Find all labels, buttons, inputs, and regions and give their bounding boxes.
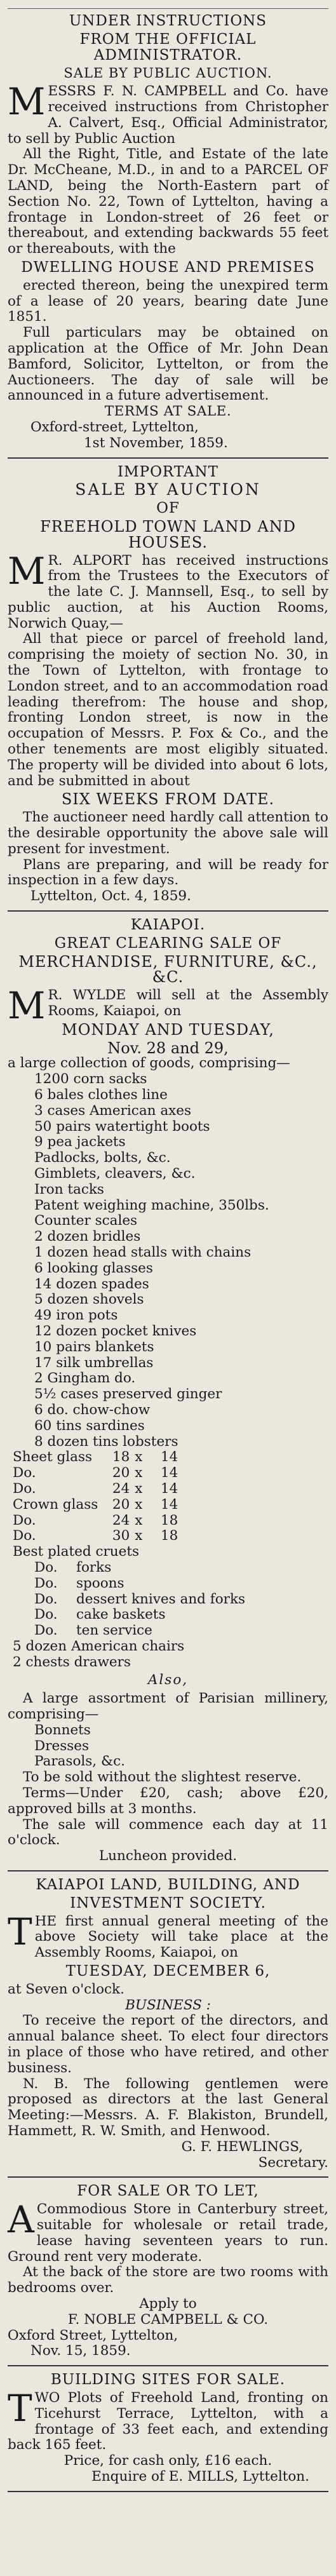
glass-label: Sheet glass [13, 1449, 93, 1466]
glass-label: Do. [13, 1528, 36, 1544]
glass-a: 20 [112, 1465, 130, 1481]
ditto-mark: Do. [34, 1559, 58, 1575]
millinery-item: Parasols, &c. [34, 1753, 125, 1770]
advert-paragraph: Full particulars may be obtained on application at the Office of Mr. John Dean Bamford, Solicitor, Lyttelton, or from the Auctioneers. The day of sale will be announced in a future advertisement. [8, 325, 328, 404]
advert-paragraph: To be sold without the slightest reserve. [23, 1769, 302, 1786]
goods-item: 3 cases American axes [34, 1102, 192, 1119]
divider [8, 2491, 328, 2492]
plated-item [34, 1560, 328, 1576]
advert-paragraph: THE first annual general meeting of the above Society will take place at the Assembly Rooms, Kaiapoi, on [8, 1910, 328, 1961]
plated-item [34, 1607, 328, 1623]
advert-price: Price, for cash only, £16 each. [64, 2453, 272, 2469]
divider [8, 457, 328, 459]
plated-item-label: forks [76, 1559, 112, 1575]
goods-item: 6 looking glasses [34, 1260, 153, 1276]
glass-b: 14 [160, 1465, 178, 1481]
advert-official-administrator [8, 13, 328, 452]
advert-heading: UNDER INSTRUCTIONS [69, 13, 267, 29]
advert-signature-title: Secretary. [258, 2154, 328, 2171]
plated-item-label: dessert knives and forks [76, 1591, 246, 1607]
advert-signature: G. F. HEWLINGS, [181, 2138, 303, 2155]
glass-a: 20 [112, 1496, 130, 1513]
goods-item: 49 iron pots [34, 1307, 118, 1324]
advert-kaiapoi-clearing-sale [8, 917, 328, 1865]
advert-kaiapoi-society [8, 1877, 328, 2171]
glass-label: Do. [13, 1465, 36, 1481]
millinery-item: Dresses [34, 1737, 90, 1754]
plated-list [8, 1560, 328, 1639]
glass-x: x [135, 1465, 143, 1481]
advert-paragraph: All the Right, Title, and Estate of the late Dr. McCheane, M.D., in and to a PARCEL OF LAND, being the North-Eastern part of Section No. 22, Town of Lyttelton, having a frontage in London-street of 26 feet or thereabout, and extending backwards 55 feet or thereabouts, with the [8, 146, 328, 257]
advert-subheading: SALE BY PUBLIC AUCTION. [64, 65, 272, 81]
drop-cap: T [8, 2386, 32, 2430]
advert-dates: Nov. 28 and 29, [107, 1039, 229, 1057]
advert-freehold-town-land [8, 464, 328, 905]
goods-item: Counter scales [34, 1213, 138, 1229]
glass-b: 18 [160, 1528, 178, 1544]
advert-enquire: Enquire of E. MILLS, Lyttelton. [91, 2468, 309, 2485]
goods-item: 10 pairs blankets [34, 1339, 154, 1355]
goods-item: 60 tins sardines [34, 1417, 145, 1434]
advert-paragraph: A Commodious Store in Canterbury street, suitable for wholesale or retail trade, lease having seventeen years to run. Ground rent very moderate. [8, 2198, 328, 2265]
plated-item-label: cake baskets [76, 1607, 166, 1623]
newspaper-column [8, 0, 328, 2492]
goods-item: 1200 corn sacks [34, 1071, 147, 1088]
glass-table [13, 1450, 183, 1544]
advert-feature-line: SIX WEEKS FROM DATE. [61, 790, 275, 809]
goods-item: 2 Gingham do. [34, 1370, 136, 1387]
advert-paragraph: MESSRS F. N. CAMPBELL and Co. have received instructions from Christopher A. Calvert, Esq., Official Administrator, to sell by Public Auction [8, 80, 328, 147]
divider [8, 910, 328, 912]
goods-item: 6 bales clothes line [34, 1087, 168, 1103]
ditto-mark: Do. [34, 1575, 58, 1591]
goods-item: 6 do. chow-chow [34, 1401, 151, 1418]
advert-paragraph: TWO Plots of Freehold Land, fronting on Ticehurst Terrace, Lyttelton, with a frontage of 33 feet each, and extending back 165 feet. [8, 2386, 328, 2453]
glass-a: 24 [112, 1480, 130, 1497]
goods-item: 8 dozen tins lobsters [34, 1433, 178, 1450]
glass-x: x [135, 1496, 143, 1513]
glass-row [13, 1513, 183, 1529]
glass-label: Do. [13, 1512, 36, 1528]
advert-paragraph: The auctioneer need hardly call attention to the desirable opportunity the above sale will present for investment. [8, 809, 328, 857]
advert-time: at Seven o'clock. [8, 1981, 124, 1997]
advert-heading: FOR SALE OR TO LET, [77, 2183, 259, 2200]
goods-item: 5 dozen shovels [34, 1291, 144, 1308]
plated-item [34, 1576, 328, 1592]
drop-cap: M [8, 549, 46, 593]
glass-a: 30 [112, 1528, 130, 1544]
advert-paragraph: Plans are preparing, and will be ready for inspection in a few days. [8, 856, 328, 889]
glass-b: 14 [160, 1449, 178, 1466]
glass-a: 18 [112, 1449, 130, 1466]
divider [8, 2176, 328, 2178]
advert-luncheon: Luncheon provided. [98, 1848, 238, 1865]
glass-label: Crown glass [13, 1496, 98, 1513]
goods-item: 5 dozen American chairs [13, 1638, 185, 1654]
goods-item: 14 dozen spades [34, 1276, 149, 1292]
plated-item [34, 1623, 328, 1639]
advert-heading: BUILDING SITES FOR SALE. [50, 2371, 286, 2389]
glass-x: x [135, 1512, 143, 1528]
advert-date: TUESDAY, DECEMBER 6, [65, 1963, 271, 1980]
glass-x: x [135, 1449, 143, 1466]
millinery-list [8, 1723, 328, 1770]
ditto-mark: Do. [34, 1591, 58, 1607]
advert-heading: IMPORTANT [117, 463, 219, 480]
goods-item: Padlocks, bolts, &c. [34, 1150, 171, 1166]
glass-label: Do. [13, 1480, 36, 1497]
advert-heading: KAIAPOI LAND, BUILDING, AND [36, 1877, 300, 1894]
plated-heading: Best plated cruets [13, 1544, 140, 1560]
plated-item-label: spoons [76, 1575, 124, 1591]
advert-paragraph: N. B. The following gentlemen were proposed as directors at the last General Meeting:—Messrs. A. F. Blakiston, Brundell, Hammett, R. W. Smith, and Henwood. [8, 2075, 328, 2139]
advert-subheading: SALE BY AUCTION [75, 480, 261, 499]
glass-a: 24 [112, 1512, 130, 1528]
glass-row [13, 1450, 183, 1466]
goods-item: 9 pea jackets [34, 1134, 126, 1150]
advert-paragraph: To receive the report of the directors, and annual balance sheet. To elect four directors in place of those who have retired, and other business. [8, 2013, 328, 2076]
advert-paragraph: Terms—Under £20, cash; above £20, approved bills at 3 months. [8, 1785, 328, 1817]
advert-building-sites [8, 2372, 328, 2485]
advert-feature-line: DWELLING HOUSE AND PREMISES [21, 259, 315, 276]
goods-item: 5½ cases preserved ginger [34, 1386, 222, 1403]
drop-cap: A [8, 2198, 34, 2242]
goods-list [8, 1639, 328, 1671]
glass-row [13, 1466, 183, 1481]
glass-x: x [135, 1528, 143, 1544]
goods-item: Gimblets, cleavers, &c. [34, 1165, 196, 1182]
glass-row [13, 1481, 183, 1497]
advert-paragraph: At the back of the store are two rooms with bedrooms over. [8, 2264, 328, 2296]
advert-signature-date: 1st November, 1859. [84, 435, 228, 451]
plated-item [34, 1592, 328, 1608]
advert-subheading: MERCHANDISE, FURNITURE, &C., &C. [18, 952, 318, 987]
advert-signature-place: Oxford-street, Lyttelton, [30, 419, 199, 435]
goods-item: 1 dozen head stalls with chains [34, 1244, 252, 1260]
advert-paragraph: All that piece or parcel of freehold land, comprising the moiety of section No. 30, in the Town of Lyttelton, with frontage to London street, and to an accommodation road leading therefrom: The house and shop, fronting London street, is now in the occupation of Messrs. P. Fox & Co., and the other tenements are most eligibly situated. The property will be divided into about 6 lots, and be submitted in about [8, 631, 328, 789]
advert-business-heading: BUSINESS : [125, 1997, 211, 2013]
advert-paragraph: a large collection of goods, comprising— [8, 1055, 290, 1072]
goods-item: 2 chests drawers [13, 1654, 131, 1670]
glass-b: 14 [160, 1480, 178, 1497]
goods-item: Patent weighing machine, 350lbs. [34, 1197, 269, 1213]
divider [8, 8, 328, 9]
advert-paragraph: The sale will commence each day at 11 o'clock. [8, 1816, 328, 1849]
goods-item: Iron tacks [34, 1181, 104, 1197]
divider [8, 1870, 328, 1871]
glass-b: 14 [160, 1496, 178, 1513]
advert-subheading: FREEHOLD TOWN LAND AND HOUSES. [40, 517, 296, 551]
glass-row [13, 1497, 183, 1513]
advert-paragraph: erected thereon, being the unexpired term of a lease of 20 years, bearing date June 1851. [8, 277, 328, 325]
advert-days: MONDAY AND TUESDAY, [62, 1020, 274, 1039]
drop-cap: M [8, 984, 46, 1028]
ditto-mark: Do. [34, 1622, 58, 1639]
advert-subheading: INVESTMENT SOCIETY. [70, 1894, 266, 1912]
advert-signature-place: Oxford Street, Lyttelton, [8, 2327, 178, 2343]
advert-terms: TERMS AT SALE. [104, 403, 232, 420]
glass-x: x [135, 1480, 143, 1497]
advert-paragraph: M R. WYLDE will sell at the Assembly Rooms, Kaiapoi, on [8, 984, 328, 1028]
glass-row [13, 1528, 183, 1544]
goods-item: 50 pairs watertight boots [34, 1118, 210, 1135]
advert-paragraph: M R. ALPORT has received instructions from the Trustees to the Executors of the late C. J. Mannsell, Esq., to sell by public auction, at his Auction Rooms, Norwich Quay,— [8, 549, 328, 631]
advert-signature: Lyttelton, Oct. 4, 1859. [30, 888, 191, 905]
glass-b: 18 [160, 1512, 178, 1528]
advert-apply: Apply to [139, 2295, 197, 2312]
goods-item: 17 silk umbrellas [34, 1354, 154, 1371]
advert-subheading: FROM THE OFFICIAL ADMINISTRATOR. [79, 30, 257, 64]
plated-item-label: ten service [76, 1622, 152, 1639]
drop-cap: M [8, 80, 46, 124]
advert-place: KAIAPOI. [130, 917, 206, 934]
advert-paragraph: A large assortment of Parisian millinery, comprising— [8, 1690, 328, 1723]
advert-store-for-sale [8, 2183, 328, 2359]
ditto-mark: Do. [34, 1607, 58, 1623]
divider [8, 2365, 328, 2366]
advert-subheading: OF [156, 500, 180, 517]
goods-item: 12 dozen pocket knives [34, 1323, 197, 1339]
advert-firm: F. NOBLE CAMPBELL & CO. [67, 2311, 269, 2328]
advert-signature-date: Nov. 15, 1859. [30, 2343, 131, 2359]
drop-cap: T [8, 1910, 32, 1953]
goods-item: 2 dozen bridles [34, 1229, 141, 1245]
advert-also: Also, [147, 1672, 189, 1689]
advert-heading: GREAT CLEARING SALE OF [54, 934, 282, 952]
millinery-item: Bonnets [34, 1722, 91, 1738]
goods-list [8, 1072, 328, 1450]
